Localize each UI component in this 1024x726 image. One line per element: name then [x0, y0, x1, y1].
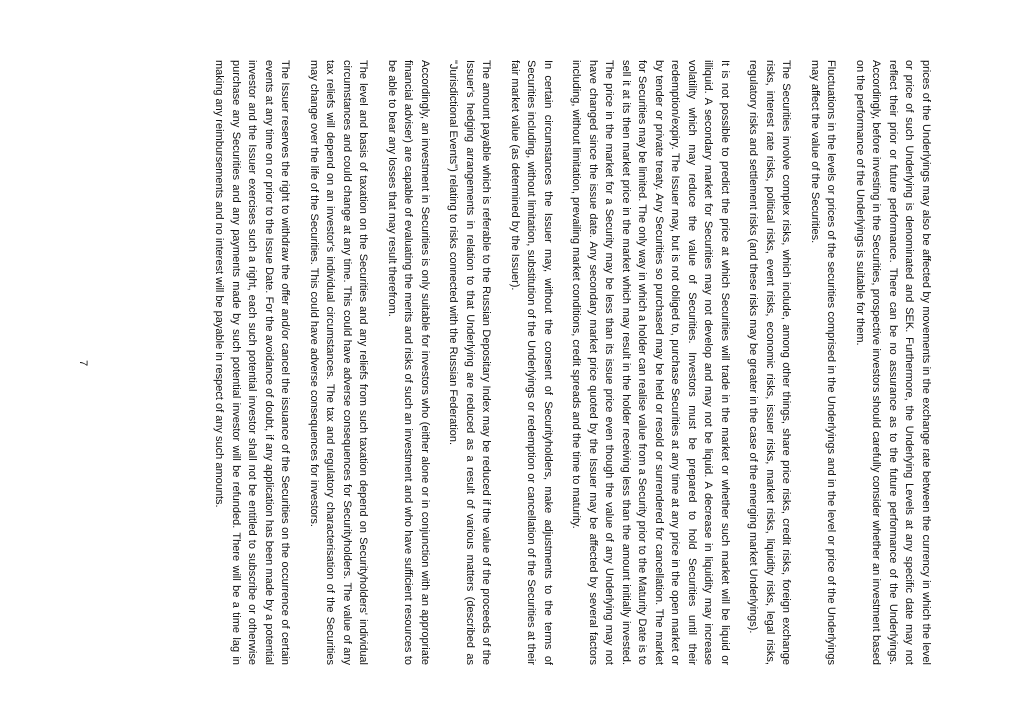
paragraph-taxation: The level and basis of taxation on the Securities and any reliefs from such taxation depend on Securityholders' individual circumstances and could change at any time. This could have adverse consequences for Securityholders. The value of any tax reliefs will depend on an investor's individual circumstances. The tax and regulatory characterisation of the Securities may change over the life of the Securities. This could have adverse consequences for investors.	[308, 60, 370, 665]
paragraph-underlying-prices: prices of the Underlyings may also be affected by movements in the exchange rate between the currency in which the level or price of such Underlying is denominated and SEK. Furthermore, the Underlying Levels at any specific date may not reflect their prior or future performance. There can be no assurance as to the future performance of the Underlyings. Accordingly, before investing in the Securities, prospective investors should carefully consider whether an investment based on the performance of the Underlyings is suitable for them.	[854, 60, 932, 665]
paragraph-investor-suitability: Accordingly, an investment in Securities is only suitable for investors who (either alone or in conjunction with an appropriate financial adviser) are capable of evaluating the merits and risks of such an investment and who have sufficient resources to be able to bear any losses that may result therefrom.	[386, 60, 431, 665]
body-text	[199, 60, 934, 665]
paragraph-adjustments: In certain circumstances the Issuer may, without the consent of Securityholders, make adjustments to the terms of Securities including, without limitation, substitution of the Underlyings or redemption or cancellation of the Securities at their fair market value (as determined by the Issuer).	[509, 60, 554, 665]
paragraph-russian-depositary-index: The amount payable which is referable to the Russian Depositary Index may be reduced if the value of the proceeds of the Issuer's hedging arrangements in relation to that Underlying are reduced as a result of various matters (described as "Jurisdictional Events") relating to risks connected with the Russian Federation.	[447, 60, 493, 665]
paragraph-complex-risks: The Securities involve complex risks, which include, among other things, share price risks, credit risks, foreign exchange risks, interest rate risks, political risks, event risks, economic risks, issuer risks, market risks, liquidity risks, legal risks, regulatory risks and settlement risks (and these risks may be greater in the case of the emerging market Underlyings).	[747, 60, 793, 665]
paragraph-fluctuations: Fluctuations in the levels or prices of the securities comprised in the Underlyings and in the level or price of the Underlyings may affect the value of the Securities.	[809, 60, 838, 665]
paragraph-withdraw-offer: The Issuer reserves the right to withdraw the offer and/or cancel the issuance of the Securities on the occurrence of certain events at any time on or prior to the Issue Date. For the avoidance of doubt, if any application has been made by a potential investor and the Issuer exercises such a right, each such potential investor shall not be entitled to subscribe or otherwise purchase any Securities and any payments made by such potential investor will be refunded. There will be a time lag in making any reimbursements and no interest will be payable in respect of any such amounts.	[213, 60, 292, 665]
page-number: 7	[77, 359, 89, 367]
paragraph-market-liquidity: It is not possible to predict the price at which Securities will trade in the market or whether such market will be liquid or illiquid. A secondary market for Securities may not develop and may not be liquid. A decrease in liquidity may increase volatility which may reduce the value of Securities. Investors must be prepared to hold Securities until their redemption/expiry. The Issuer may, but is not obliged to, purchase Securities at any time at any price in the open market or by tender or private treaty. Any Securities so purchased may be held or resold or surrendered for cancellation. The market for Securities may be limited. The only way in which a holder can realise value from a Security prior to the Maturity Date is to sell it at its then market price in the market which may result in the holder receiving less than the amount initially invested. The price in the market for a Security may be less than its issue price even though the value of any Underlying may not have changed since the issue date. Any secondary market price quoted by the Issuer may be affected by several factors including, without limitation, prevailing market conditions, credit spreads and the time to maturity.	[570, 60, 731, 665]
